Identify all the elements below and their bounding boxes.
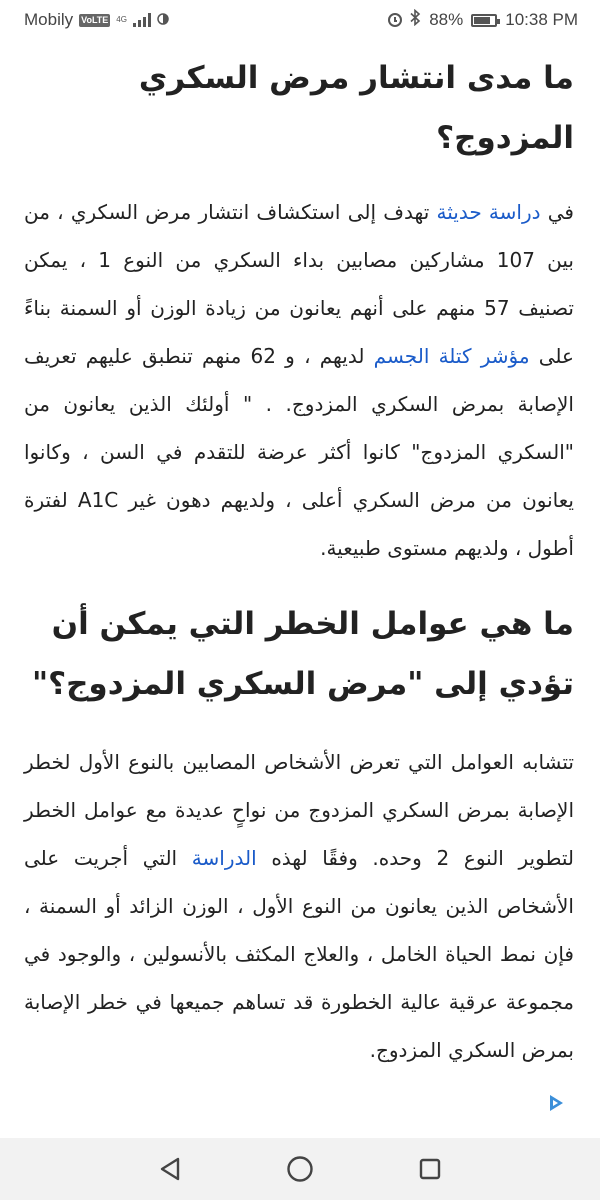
study-link[interactable]: الدراسة bbox=[191, 846, 257, 870]
section-heading: ما هي عوامل الخطر التي يمكن أن تؤدي إلى "مرض السكري المزدوج؟" bbox=[31, 606, 574, 702]
article-paragraph bbox=[24, 188, 574, 572]
battery-percent: 88% bbox=[429, 10, 464, 29]
alarm-icon bbox=[388, 13, 402, 27]
article-paragraph bbox=[24, 738, 574, 1074]
bmi-link[interactable]: مؤشر كتلة الجسم bbox=[373, 344, 530, 368]
recents-icon[interactable] bbox=[410, 1149, 450, 1189]
paragraph-text: تتشابه العوامل التي تعرض الأشخاص المصابين بالنوع الأول لخطر الإصابة بمرض السكري المزدوج من نواحٍ عديدة مع عوامل الخطر لتطوير النوع 2 وحده. وفقًا لهذه bbox=[24, 750, 574, 870]
volte-icon: VoLTE bbox=[81, 14, 109, 25]
article bbox=[0, 48, 600, 1074]
status-bar bbox=[0, 0, 600, 40]
page-content[interactable] bbox=[0, 40, 600, 1130]
status-right bbox=[388, 9, 600, 31]
paragraph-text: لديهم ، و 62 منهم تنطبق عليهم تعريف الإصابة بمرض السكري المزدوج. . " أولئك الذين يعانون من "السكري المزدوج" كانوا أكثر عرضة للتقدم في السن ، وكانوا يعانون من مرض السكري أعلى ، ولديهم دهون غير A1C لفترة أطول ، ولديهم مستوى طبيعية. bbox=[24, 344, 574, 560]
home-icon[interactable] bbox=[280, 1149, 320, 1189]
navigation-bar bbox=[0, 1138, 600, 1200]
bottom-fade bbox=[0, 1090, 600, 1130]
data-saver-icon bbox=[157, 10, 169, 30]
adchoices-icon[interactable] bbox=[538, 1085, 574, 1121]
battery-icon bbox=[471, 14, 497, 27]
paragraph-text: التي أجريت على الأشخاص الذين يعانون من النوع الأول ، الوزن الزائد أو السمنة ، فإن نمط الحياة الخامل ، والعلاج المكثف بالأنسولين ، والوجود في مجموعة عرقية عالية الخطورة قد تساهم جميعها في خطر الإصابة بمرض السكري المزدوج. bbox=[24, 846, 574, 1062]
signal-icon bbox=[133, 13, 151, 27]
carrier-name: Mobily bbox=[24, 10, 74, 29]
back-icon[interactable] bbox=[150, 1149, 190, 1189]
paragraph-text: في bbox=[540, 200, 574, 224]
study-link[interactable]: دراسة حديثة bbox=[436, 200, 541, 224]
bluetooth-icon bbox=[410, 9, 421, 31]
section-heading: ما مدى انتشار مرض السكري المزدوج؟ bbox=[138, 60, 574, 156]
status-left bbox=[0, 10, 169, 30]
network-type: 4G bbox=[116, 15, 127, 24]
paragraph-text: تهدف إلى استكشاف انتشار مرض السكري ، من بين 107 مشاركين مصابين بداء السكري من النوع 1 ، يمكن تصنيف 57 منهم على أنهم يعانون من زيادة الوزن أو السمنة بناءً على bbox=[24, 200, 574, 368]
clock-time: 10:38 PM bbox=[505, 10, 578, 29]
